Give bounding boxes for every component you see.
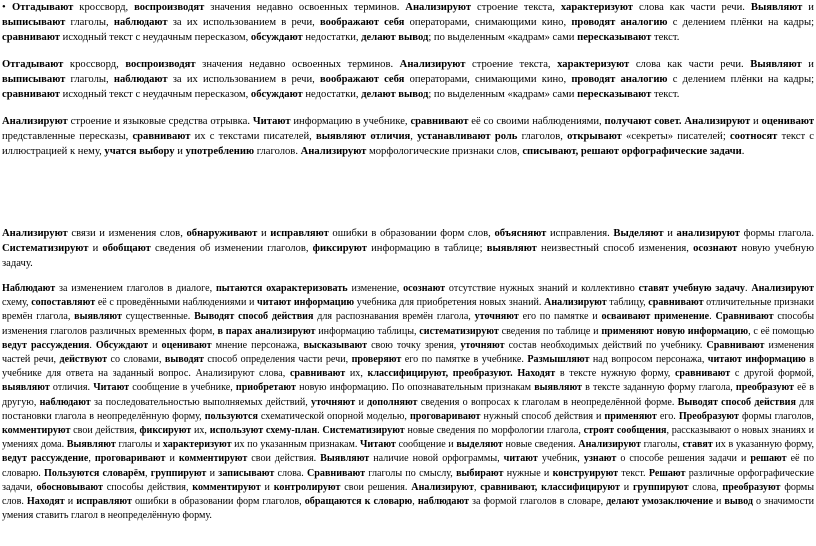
key-verb: Сравнивают [307,467,366,479]
key-verb: обобщают [102,243,151,254]
text-run: её по словарю. [2,453,814,479]
key-verb: комментируют [178,453,248,465]
text-run: и [619,481,633,493]
key-verb: воспроизводят [134,2,205,13]
key-verb: ведут рассуждение [2,453,89,465]
key-verb: делают вывод [361,89,429,100]
text-run: и [750,116,762,127]
text-run: информацию в учебнике, [290,116,411,127]
text-run: за их использованием в речи, [167,74,321,85]
text-run: новую информацию. По опознавательным признакам [295,382,535,394]
key-verb: выводят [164,354,204,366]
text-run: глаголы, [640,439,683,451]
text-run: её с проведёнными наблюдениями и [95,297,258,309]
text-run: морфологические признаки слов, [366,146,523,157]
text-run: отличия. [49,382,94,394]
key-verb: Выводят способ действия [194,311,314,323]
text-run: исходный текст с неудачным пересказом, [60,32,251,43]
text-run: значения недавно освоенных терминов. [204,2,406,13]
key-verb: характеризуют [557,59,630,70]
key-verb: выявляют [534,382,582,394]
text-run: и [64,496,77,508]
text-run: и [802,2,814,13]
key-verb: Находят [26,496,65,508]
key-verb: Анализируют [578,439,641,451]
text-run: сведения по таблице и [498,325,602,337]
key-verb: пересказывают [577,89,652,100]
text-run: недостатки, [302,32,362,43]
key-verb: Преобразуют [678,410,739,422]
key-verb: выписывают [2,17,66,28]
key-verb: сопоставляют [31,297,96,309]
text-run: со словами, [107,354,165,366]
text-run: ; по выделенным «кадрам» сами [428,32,578,43]
key-verb: Читают [359,439,396,451]
text-run: ошибки в образовании форм слов, [328,228,495,239]
text-run: ; по выделенным «кадрам» сами [428,89,578,100]
text-run: представленные пересказы, [2,131,133,142]
text-run: сообщение и [395,439,457,451]
key-verb: Выводят способ действия [677,396,796,408]
key-verb: Систематизируют [2,243,89,254]
key-verb: наблюдают [39,396,91,408]
key-verb: дополняют [367,396,418,408]
text-run: в тексте заданную форму глагола, [582,382,736,394]
text-run: глаголы, [65,17,114,28]
key-verb: фиксируют [139,425,192,437]
key-verb: проводят аналогию [571,17,668,28]
text-run: недостатки, [302,89,362,100]
text-run: с делением плёнки на кадры; [667,74,815,85]
text-run: нужный способ действия и [480,410,605,422]
key-verb: обсуждают [250,89,303,100]
key-verb: сравнивают [674,368,731,380]
text-run: «секреты» писателей; [621,131,730,142]
key-verb: применяют новую информацию [601,325,749,337]
text-run: за последовательностью выполняемых действий, [90,396,312,408]
key-verb: воспроизводят [125,59,196,70]
text-run: мнение персонажа, [211,339,304,351]
key-verb: группируют [150,467,207,479]
text-run: , [144,467,151,479]
key-verb: выделяют [456,439,503,451]
key-verb: проверяют [351,354,402,366]
key-verb: приобретают [235,382,296,394]
key-verb: читают информацию [257,297,355,309]
key-verb: устанавливают роль [417,131,518,142]
key-verb: Читают [252,116,291,127]
key-verb: делают вывод [361,32,429,43]
text-run: связи и изменения слов, [67,228,187,239]
text-run: над вопросом персонажа, [589,354,708,366]
text-run: с делением плёнки на кадры; [667,17,815,28]
text-run: и [712,496,725,508]
paragraph-5 [2,282,814,523]
text-run: глаголы, [65,74,114,85]
text-run: о способе решения задачи и [616,453,751,465]
key-verb: проговаривают [409,410,481,422]
key-verb: действуют [59,354,108,366]
text-run: текст. [651,89,680,100]
text-run: слова как части речи. [629,59,751,70]
key-verb: используют схему-план [209,425,318,437]
paragraph-2 [2,57,814,102]
text-run: их, [345,368,368,380]
text-run: свою точку зрения, [367,339,461,351]
key-verb: фиксируют [312,243,367,254]
text-run: информацию в таблице; [366,243,487,254]
text-run: исходный текст с неудачным пересказом, [60,89,251,100]
key-verb: пересказывают [577,32,652,43]
key-verb: Анализируют [684,116,751,127]
key-verb: воображают себя [320,74,405,85]
text-run: глаголы по смыслу, [365,467,457,479]
text-run: и [663,228,677,239]
key-verb: применяют [604,410,657,422]
key-verb: характеризуют [162,439,232,451]
key-verb: Анализируют [399,59,466,70]
key-verb: Размышляют [527,354,590,366]
text-run: способы действия, [102,481,193,493]
key-verb: выписывают [2,74,66,85]
text-run: свои действия, [70,425,140,437]
key-verb: осознают [403,283,446,294]
text-run: , [412,496,418,508]
paragraph-3 [2,114,814,159]
text-run: , [410,131,418,142]
key-verb: узнают [583,453,617,465]
key-verb: исправляют [76,496,132,508]
key-verb: анализируют [676,228,740,239]
key-verb: списывают, решают орфографические задачи [522,146,742,157]
text-run: глаголы и [115,439,163,451]
text-run: схему, [2,297,32,309]
text-run: и [174,146,186,157]
text-run: изменения частей речи, [2,339,814,366]
key-verb: Читают [93,382,130,394]
text-run: новые сведения. [502,439,579,451]
key-verb: Отгадывают [12,2,74,13]
text-run: сведения об изменении глаголов, [150,243,313,254]
paragraph-1 [2,0,814,45]
key-verb: открывают [567,131,622,142]
text-run: . [741,146,745,157]
text-run: информацию таблицы, [315,325,420,337]
key-verb: записывают [218,467,275,479]
text-run: ошибки в образовании форм глаголов, [131,496,305,508]
bullet-marker: • [2,2,6,13]
text-run: глаголов. [254,146,301,157]
key-verb: Выявляют [320,453,370,465]
key-verb: преобразуют [722,481,781,493]
key-verb: Анализируют [300,146,367,157]
text-run: таблицу, [606,297,649,309]
key-verb: оценивают [761,116,815,127]
text-run: существенные. [121,311,195,323]
text-run: сведения о вопросах к глаголам в неопределённой форме. [417,396,678,408]
key-verb: осваивают применение [601,311,710,323]
key-verb: выявляют [486,243,537,254]
key-verb: решают [750,453,787,465]
text-run: её в другую, [2,382,814,408]
text-run: операторами, снимающими кино, [404,17,572,28]
key-verb: Анализируют [2,228,68,239]
key-verb: Отгадывают [2,59,64,70]
text-run: и [206,467,219,479]
text-run: отличительные признаки времён глагола, [2,297,814,323]
key-verb: высказывают [303,339,368,351]
key-verb: получают совет. [604,116,682,127]
key-verb: Анализируют [2,116,68,127]
key-verb: сравнивают [132,131,191,142]
key-verb: воображают себя [320,17,405,28]
key-verb: осознают [693,243,738,254]
text-run: состав необходимых действий по учебнику. [504,339,707,351]
key-verb: делают умозаключение [606,496,713,508]
key-verb: ставят учебную задачу [638,283,745,294]
text-run: схематической опорной моделью, [257,410,410,422]
key-verb: исправляют [270,228,329,239]
text-run: новую учебную задачу. [2,243,814,269]
text-run: и [801,59,814,70]
text-run: . [89,339,96,351]
key-verb: наблюдают [113,74,168,85]
key-verb: сравнивают [2,32,60,43]
key-verb: Пользуются словарём [44,467,145,479]
key-verb: употреблению [185,146,255,157]
text-run: его. [656,410,679,422]
key-verb: ведут рассуждения [2,339,90,351]
text-run: слова. [274,467,308,479]
text-run: строение текста, [471,2,561,13]
key-verb: обнаруживают [186,228,258,239]
key-verb: сравнивают [648,297,704,309]
key-verb: комментируют [2,425,71,437]
text-run: строение текста, [465,59,558,70]
text-run: и [148,339,162,351]
key-verb: обосновывают [36,481,103,493]
key-verb: Анализируют [544,297,607,309]
key-verb: читают [503,453,538,465]
key-verb: сравнивают, классифицируют [480,481,620,493]
text-run: формы слов. [2,481,814,508]
text-run: формы глагола. [739,228,814,239]
text-run: значения недавно освоенных терминов. [195,59,400,70]
text-run: . [744,283,752,294]
key-verb: обращаются к словарю [304,496,413,508]
key-verb: наблюдают [417,496,469,508]
key-verb: контролируют [273,481,341,493]
key-verb: соотносят [729,131,778,142]
text-run: строение и языковые средства отрывка. [67,116,253,127]
key-verb: преобразуют [735,382,794,394]
text-run: и [355,396,368,408]
key-verb: сравнивают [289,368,346,380]
key-verb: сравнивают [410,116,469,127]
text-run: изменение, [347,283,404,294]
text-run: текст. [651,32,680,43]
text-run: операторами, снимающими кино, [404,74,572,85]
key-verb: проводят аналогию [571,74,668,85]
paragraph-4 [2,226,814,271]
text-run: свои решения. [340,481,412,493]
text-run: . [709,311,716,323]
key-verb: наблюдают [113,17,168,28]
key-verb: Сравнивают [715,311,774,323]
key-verb: ставят [682,439,713,451]
key-verb: классифицируют, преобразуют. [367,368,513,380]
text-run: слова, [688,481,723,493]
text-run: её со своими наблюдениями, [468,116,605,127]
text-run: текст. [618,467,649,479]
text-run: способы изменения глаголов различных временных форм, [2,311,814,337]
key-verb: Наблюдают [2,283,56,294]
text-run: за формой глаголов в словаре, [468,496,607,508]
key-verb: Анализируют [405,2,472,13]
key-verb: вывод [724,496,753,508]
text-run: его по памятке и [518,311,602,323]
key-verb: уточняют [460,339,505,351]
text-run: формы глаголов, [738,410,814,422]
text-run: , [88,453,95,465]
key-verb: строят сообщения [583,425,667,437]
text-run: и [88,243,103,254]
key-verb: Систематизируют [322,425,405,437]
text-run: о значимости умения ставить глагол в неопределённую форму. [2,496,815,522]
key-verb: группируют [632,481,689,493]
key-verb: проговаривают [94,453,166,465]
key-verb: конструируют [552,467,619,479]
text-run: за их использованием в речи, [167,17,321,28]
text-run: в тексте нужную форму, [555,368,675,380]
text-run: , с её помощью [748,325,814,337]
text-run: , [473,481,481,493]
text-run: и [165,453,179,465]
key-verb: пользуются [204,410,258,422]
text-run: новые сведения по морфологии глагола, [404,425,584,437]
key-verb: Обсуждают [95,339,149,351]
text-run: , рассказывают о новых знаниях и умениях дома. [2,425,814,451]
key-verb: Выявляют [66,439,116,451]
key-verb: выявляют отличия [316,131,411,142]
key-verb: Находят [517,368,556,380]
key-verb: систематизируют [419,325,499,337]
key-verb: Сравнивают [706,339,765,351]
text-run: кроссворд, [73,2,135,13]
text-run: кроссворд, [63,59,126,70]
key-verb: в парах анализируют [217,325,316,337]
key-verb: читают информацию [707,354,806,366]
key-verb: Выявляют [750,2,803,13]
text-run: учебник, [537,453,584,465]
key-verb: сравнивают [2,89,60,100]
text-run: неизвестный способ изменения, [536,243,694,254]
text-run: различные орфографические задачи, [2,467,815,493]
text-run: нужные и [503,467,553,479]
text-run: в учебнике для ответа на заданный вопрос. Анализируют слова, [2,354,814,380]
text-run: глаголов, [517,131,568,142]
text-run: для распознавания времён глагола, [313,311,475,323]
text-run: для постановки глагола в неопределённую форму, [2,396,814,422]
key-verb: Анализируют [411,481,474,493]
key-verb: выбирают [456,467,504,479]
text-run: их по указанным признакам. [231,439,360,451]
text-run: и [260,481,274,493]
key-verb: учатся выбору [104,146,175,157]
text-run: и [257,228,271,239]
text-run: его по памятке в учебнике. [401,354,528,366]
text-run: слова как части речи. [633,2,751,13]
text-run: наличие новой орфограммы, [369,453,504,465]
text-run: свои действия. [247,453,321,465]
text-run: за изменением глаголов в диалоге, [55,283,216,294]
text-run: их в указанную форму, [712,439,814,451]
key-verb: Выделяют [613,228,664,239]
key-verb: выявляют [2,382,50,394]
key-verb: объясняют [494,228,547,239]
key-verb: комментируют [192,481,261,493]
key-verb: Решают [648,467,686,479]
key-verb: обсуждают [250,32,303,43]
text-run: исправления. [546,228,614,239]
text-run: . [317,425,323,437]
key-verb: характеризуют [560,2,634,13]
key-verb: выявляют [74,311,122,323]
key-verb: Выявляют [750,59,802,70]
key-verb: Анализируют [751,283,814,294]
key-verb: пытаются охарактеризовать [215,283,348,294]
text-run: текст с иллюстрацией к нему, [2,131,815,157]
text-run: способ определения части речи, [203,354,352,366]
text-run: учебника для приобретения новых знаний. [354,297,545,309]
key-verb: уточняют [474,311,519,323]
text-run: их с текстами писателей, [190,131,316,142]
text-run: с другой формой, [730,368,815,380]
text-run: их, [191,425,210,437]
key-verb: уточняют [311,396,356,408]
key-verb: оценивают [161,339,212,351]
text-run: сообщение в учебнике, [129,382,236,394]
text-run: отсутствие нужных знаний и коллективно [445,283,639,294]
